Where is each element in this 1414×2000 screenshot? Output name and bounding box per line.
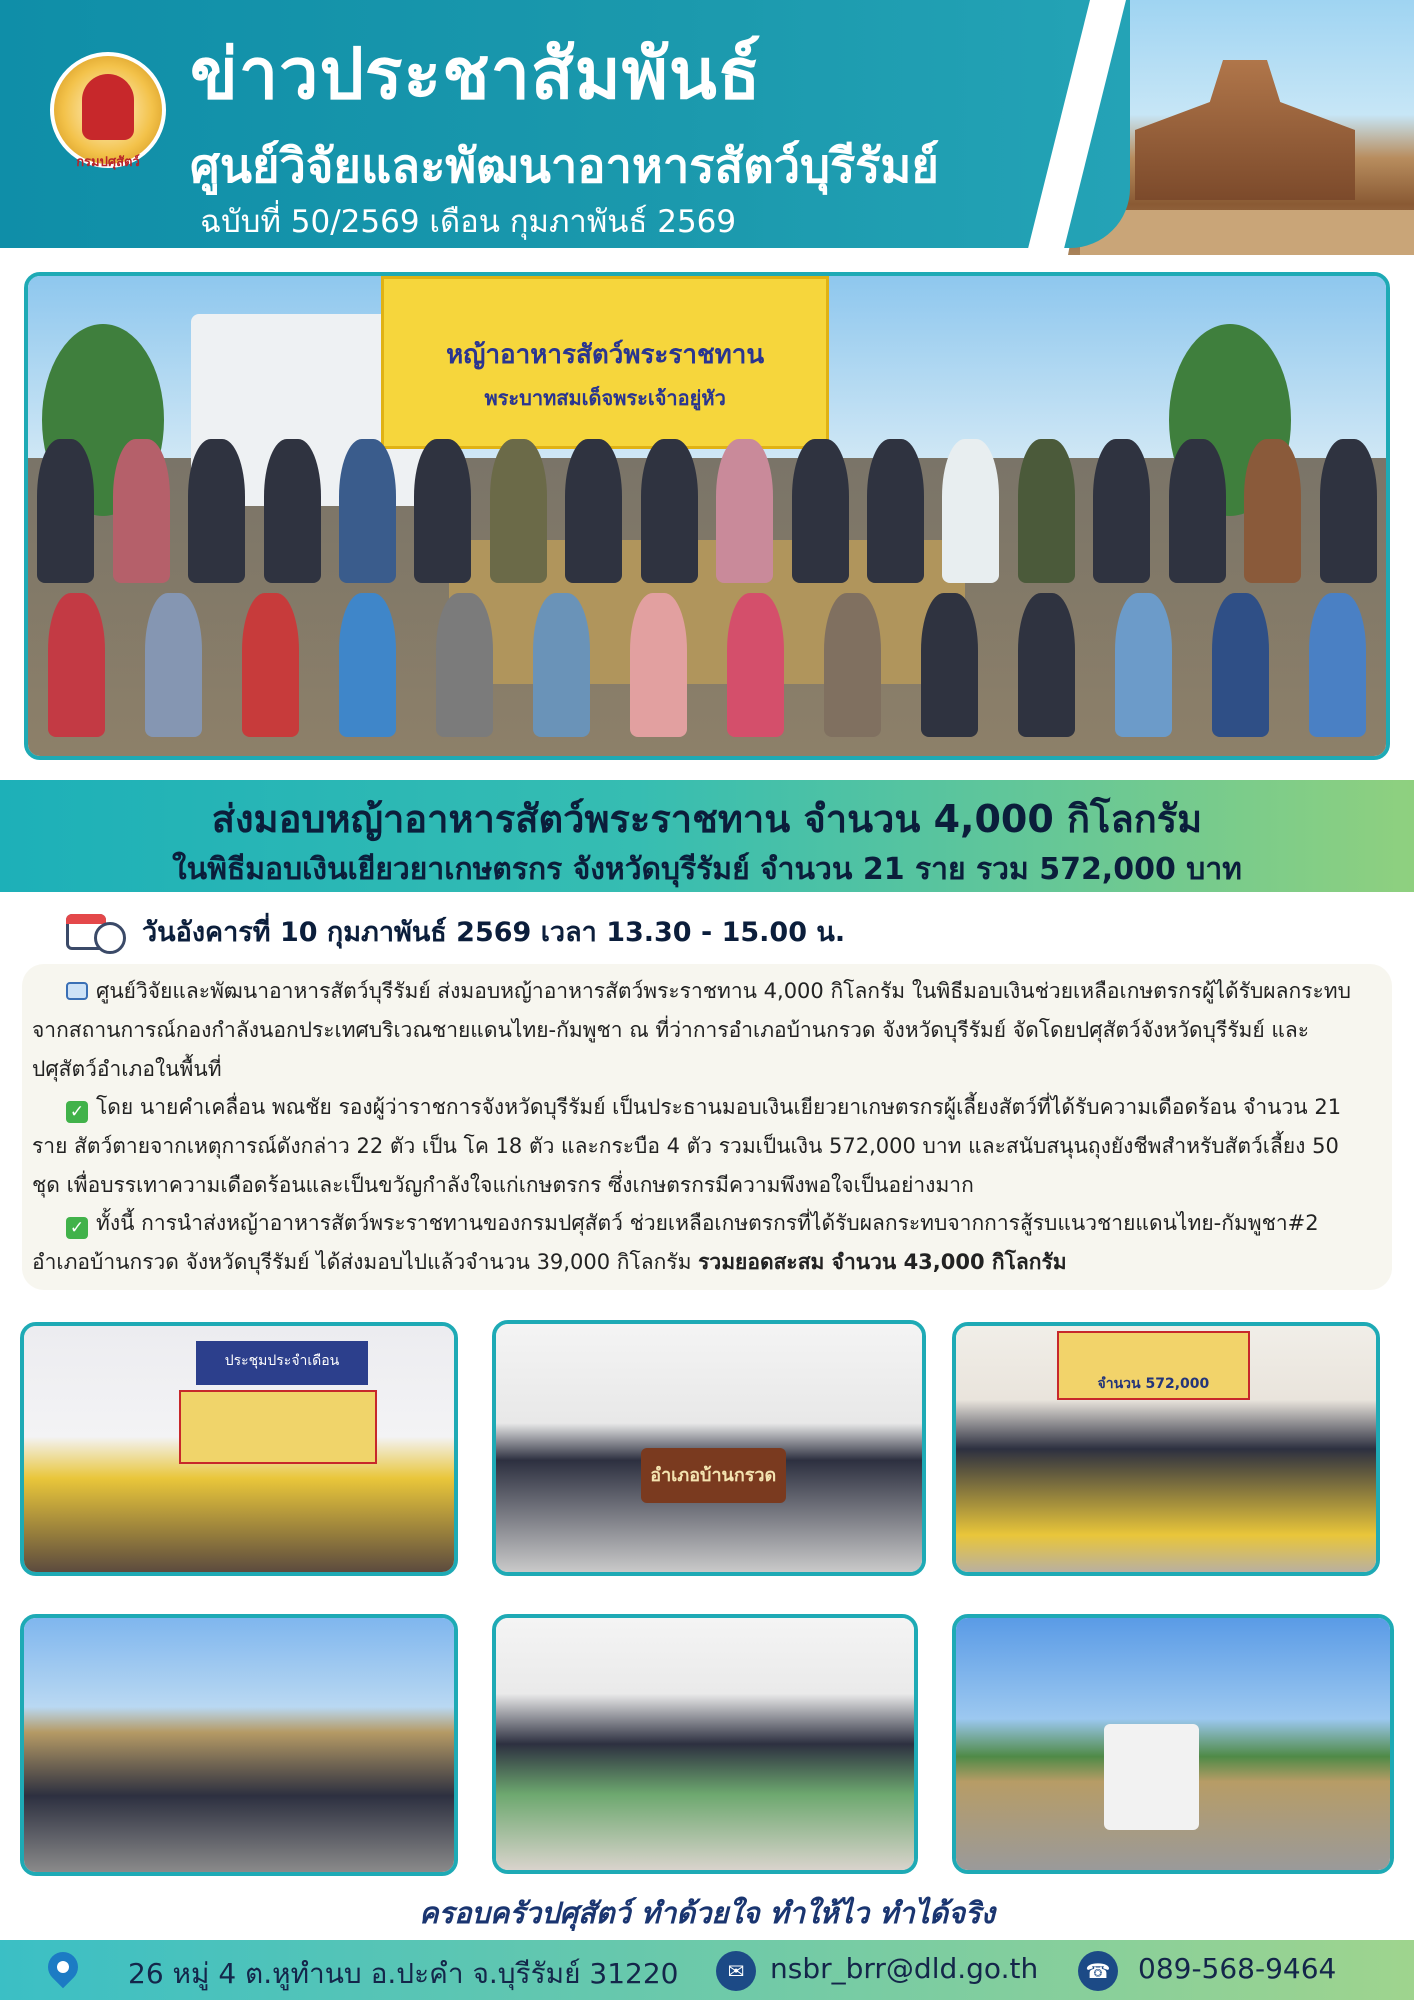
- paragraph-2-text: โดย นายคำเคลื่อน พณชัย รองผู้ว่าราชการจังหวัดบุรีรัมย์ เป็นประธานมอบเงินเยียวยาเกษตรกรผู้เลี้ยงสัตว์ที่ได้รับความเดือดร้อน จำนวน 21 ราย สัตว์ตายจากเหตุการณ์ดังกล่าว 22 ตัว เป็น โค 18 ตัว และกระบือ 4 ตัว รวมเป็นเงิน 572,000 บาท และสนับสนุนถุงยังชีพสำหรับสัตว์เลี้ยง 50 ชุด เพื่อบรรเทาความเดือดร้อนและเป็นขวัญกำลังใจแก่เกษตรกร ซึ่งเกษตรกรมีความพึงพอใจเป็นอย่างมาก: [32, 1095, 1342, 1197]
- department-logo: [50, 52, 166, 168]
- page-title: ข่าวประชาสัมพันธ์: [190, 33, 762, 115]
- gallery-photo-group: [492, 1320, 926, 1576]
- organization-name: ศูนย์วิจัยและพัฒนาอาหารสัตว์บุรีรัมย์: [190, 139, 939, 194]
- footer-email[interactable]: nsbr_brr@dld.go.th: [770, 1952, 1039, 1985]
- event-backdrop: จำนวน 572,000: [1057, 1331, 1250, 1400]
- truck: [1104, 1724, 1199, 1830]
- location-pin-icon: [44, 1950, 82, 1990]
- gallery-photo-ceremony: [492, 1614, 918, 1874]
- cumulative-total: รวมยอดสะสม จำนวน 43,000 กิโลกรัม: [698, 1250, 1067, 1274]
- slogan: ครอบครัวปศุสัตว์ ทำด้วยใจ ทำให้ไว ทำได้จริง: [419, 1896, 995, 1930]
- email-icon: ✉: [716, 1951, 756, 1991]
- people-seated: [28, 593, 1386, 737]
- paragraph-3-text: ทั้งนี้ การนำส่งหญ้าอาหารสัตว์พระราชทานของกรมปศุสัตว์ ช่วยเหลือเกษตรกรที่ได้รับผลกระทบจากการสู้รบแนวชายแดนไทย-กัมพูชา#2 อำเภอบ้านกรวด จังหวัดบุรีรัมย์ ได้ส่งมอบไปแล้วจำนวน 39,000 กิโลกรัม: [32, 1211, 1319, 1274]
- check-icon: ✓: [66, 1217, 88, 1239]
- gallery-photo-handover: [952, 1322, 1380, 1576]
- logo-emblem-icon: [82, 74, 134, 140]
- hero-photo: [24, 272, 1390, 760]
- gallery-photo-delivery: [952, 1614, 1394, 1874]
- meeting-sign: ประชุมประจำเดือน: [196, 1341, 368, 1385]
- issue-number: ฉบับที่ 50/2569 เดือน กุมภาพันธ์ 2569: [200, 204, 737, 240]
- banner-title: หญ้าอาหารสัตว์พระราชทาน: [446, 340, 765, 371]
- article-paragraph-2: [32, 1088, 1362, 1205]
- check-icon: ✓: [66, 1101, 88, 1123]
- gallery-photo-meeting: [20, 1322, 458, 1576]
- gallery-photo-truck: [20, 1614, 458, 1876]
- headline-subtitle: ในพิธีมอบเงินเยียวยาเกษตรกร จังหวัดบุรีรัมย์ จำนวน 21 ราย รวม 572,000 บาท: [172, 852, 1242, 887]
- article-paragraph-3: [32, 1204, 1362, 1282]
- stage-backdrop: [179, 1390, 377, 1464]
- event-date-row: [66, 908, 845, 954]
- article-paragraph-1: [32, 972, 1362, 1089]
- banner-subtitle: พระบาทสมเด็จพระเจ้าอยู่หัว: [484, 386, 726, 411]
- event-date: วันอังคารที่ 10 กุมภาพันธ์ 2569 เวลา 13.30 - 15.00 น.: [142, 916, 846, 948]
- district-sign: อำเภอบ้านกรวด: [641, 1448, 786, 1503]
- headline-title: ส่งมอบหญ้าอาหารสัตว์พระราชทาน จำนวน 4,000 กิโลกรัม: [211, 797, 1203, 841]
- phone-icon: ☎: [1078, 1951, 1118, 1991]
- calendar-clock-icon: [66, 908, 128, 954]
- footer-address: 26 หมู่ 4 ต.หูทำนบ อ.ปะคำ จ.บุรีรัมย์ 31220: [128, 1957, 679, 1990]
- people-standing: [28, 439, 1386, 583]
- paragraph-1-text: ศูนย์วิจัยและพัฒนาอาหารสัตว์บุรีรัมย์ ส่งมอบหญ้าอาหารสัตว์พระราชทาน 4,000 กิโลกรัม ในพิธีมอบเงินช่วยเหลือเกษตรกรผู้ได้รับผลกระทบจากสถานการณ์กองกำลังนอกประเทศบริเวณชายแดนไทย-กัมพูชา ณ ที่ว่าการอำเภอบ้านกรวด จังหวัดบุรีรัมย์ จัดโดยปศุสัตว์จังหวัดบุรีรัมย์ และปศุสัตว์อำเภอในพื้นที่: [32, 979, 1351, 1081]
- tv-icon: [66, 982, 88, 1000]
- temple-ground: [1080, 210, 1414, 255]
- hay-banner: [381, 276, 829, 449]
- footer-phone[interactable]: 089-568-9464: [1138, 1952, 1337, 1985]
- logo-text: กรมปศุสัตว์: [76, 155, 140, 170]
